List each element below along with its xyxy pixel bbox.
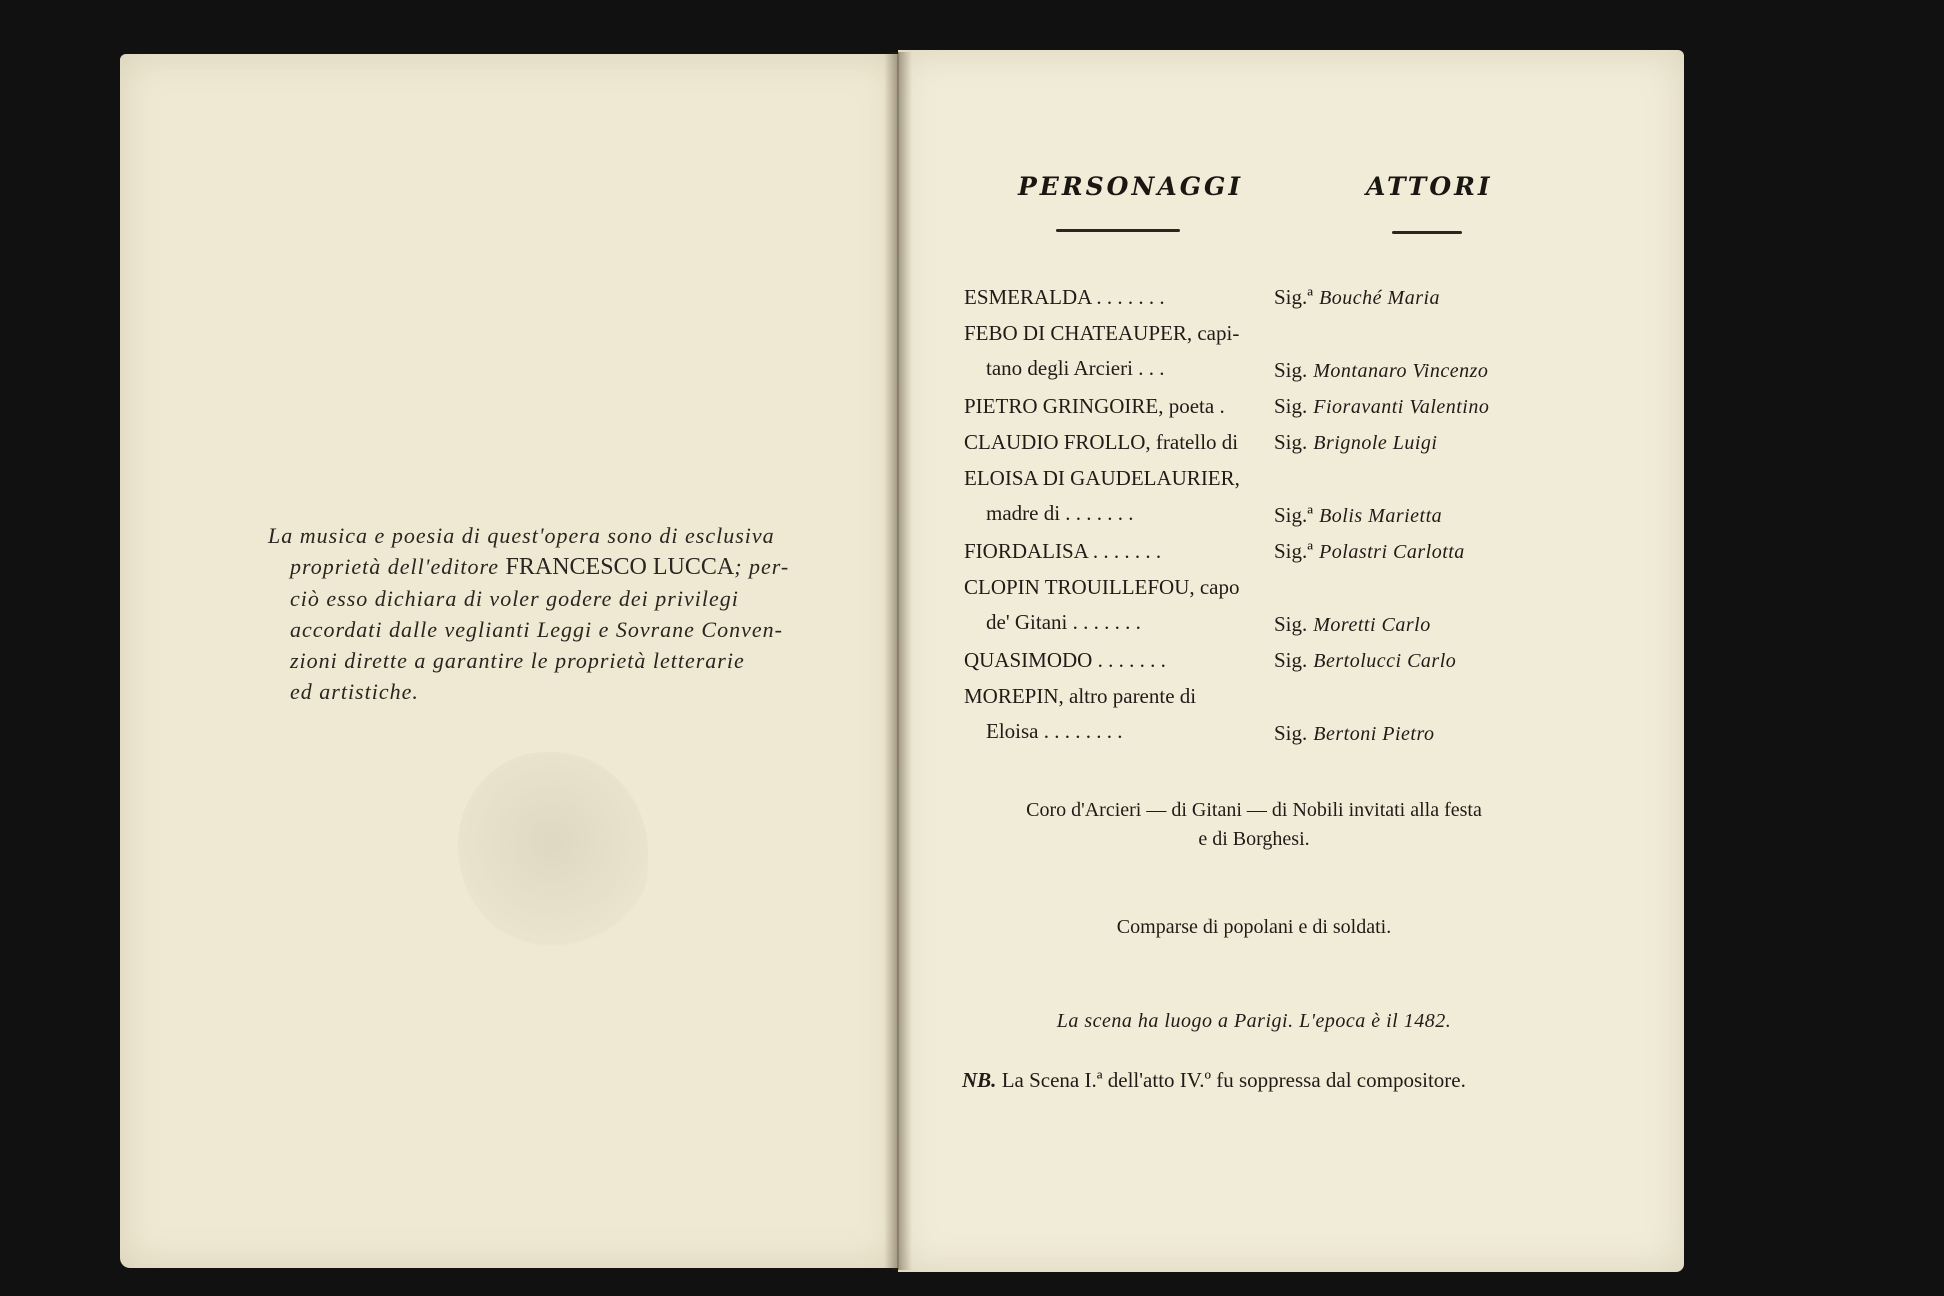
actor: Sig. Fioravanti Valentino	[1274, 394, 1490, 418]
notice-line-4: accordati dalle veglianti Leggi e Sovrane Conven-	[290, 617, 783, 642]
role: ESMERALDA . . . . . . .	[964, 285, 1165, 309]
actor: Sig.ª Polastri Carlotta	[1274, 539, 1465, 563]
role: CLOPIN TROUILLEFOU, capo de' Gitani . . . . . . .	[964, 575, 1240, 634]
publisher-name: FRANCESCO LUCCA	[505, 554, 735, 580]
role: FEBO DI CHATEAUPER, capi- tano degli Arcieri . . .	[964, 321, 1240, 380]
heading-rule-characters	[1056, 229, 1180, 232]
heading-actors: ATTORI	[1366, 172, 1493, 201]
heading-characters: PERSONAGGI	[1018, 172, 1244, 201]
cast-row	[964, 679, 1544, 752]
role: FIORDALISA . . . . . . .	[964, 539, 1162, 563]
book-gutter	[884, 52, 912, 1270]
role: QUASIMODO . . . . . . .	[964, 648, 1166, 672]
notice-line-3: ciò esso dichiara di voler godere dei privilegi	[290, 586, 739, 611]
cast-row	[964, 389, 1544, 425]
cast-row	[964, 425, 1544, 461]
cast-row	[964, 570, 1544, 643]
actor: Sig.ª Bolis Marietta	[1274, 503, 1443, 527]
chorus-line-1: Coro d'Arcieri — di Gitani — di Nobili invitati alla festa	[1026, 799, 1482, 821]
role: CLAUDIO FROLLO, fratello di	[964, 430, 1239, 454]
copyright-notice	[262, 520, 832, 707]
cast-row	[964, 534, 1544, 570]
chorus-line-2: e di Borghesi.	[1198, 828, 1310, 850]
actor: Sig. Bertoni Pietro	[1274, 721, 1435, 745]
notice-line-5: zioni dirette a garantire le proprietà letterarie	[290, 648, 745, 673]
role: ELOISA DI GAUDELAURIER, madre di . . . . . . .	[964, 466, 1240, 525]
actor: Sig.ª Bouché Maria	[1274, 285, 1441, 309]
cast-row	[964, 461, 1544, 534]
notice-line-1: La musica e poesia di quest'opera sono di esclusiva	[268, 523, 775, 548]
role: PIETRO GRINGOIRE, poeta .	[964, 394, 1225, 418]
cast-row	[964, 643, 1544, 679]
nota-bene	[962, 1068, 1562, 1093]
notice-line-2: proprietà dell'editore FRANCESCO LUCCA; per-	[290, 554, 790, 580]
extras-note: Comparse di popolani e di soldati.	[1116, 916, 1392, 938]
setting-note: La scena ha luogo a Parigi. L'epoca è il 1482.	[1056, 1010, 1452, 1032]
actor: Sig. Bertolucci Carlo	[1274, 648, 1457, 672]
cast-row	[964, 280, 1544, 316]
actor: Sig. Brignole Luigi	[1274, 430, 1438, 454]
cast-row	[964, 316, 1544, 389]
actor: Sig. Montanaro Vincenzo	[1274, 358, 1489, 382]
heading-rule-actors	[1392, 231, 1462, 234]
cast-list	[964, 280, 1544, 752]
notice-line-6: ed artistiche.	[290, 679, 419, 704]
actor: Sig. Moretti Carlo	[1274, 612, 1431, 636]
chorus-note	[964, 796, 1544, 854]
role: MOREPIN, altro parente di Eloisa . . . . . . . .	[964, 684, 1197, 743]
nb-text: La Scena I.ª dell'atto IV.º fu soppressa dal compositore.	[1001, 1068, 1466, 1092]
nb-mark: NB.	[962, 1068, 997, 1092]
